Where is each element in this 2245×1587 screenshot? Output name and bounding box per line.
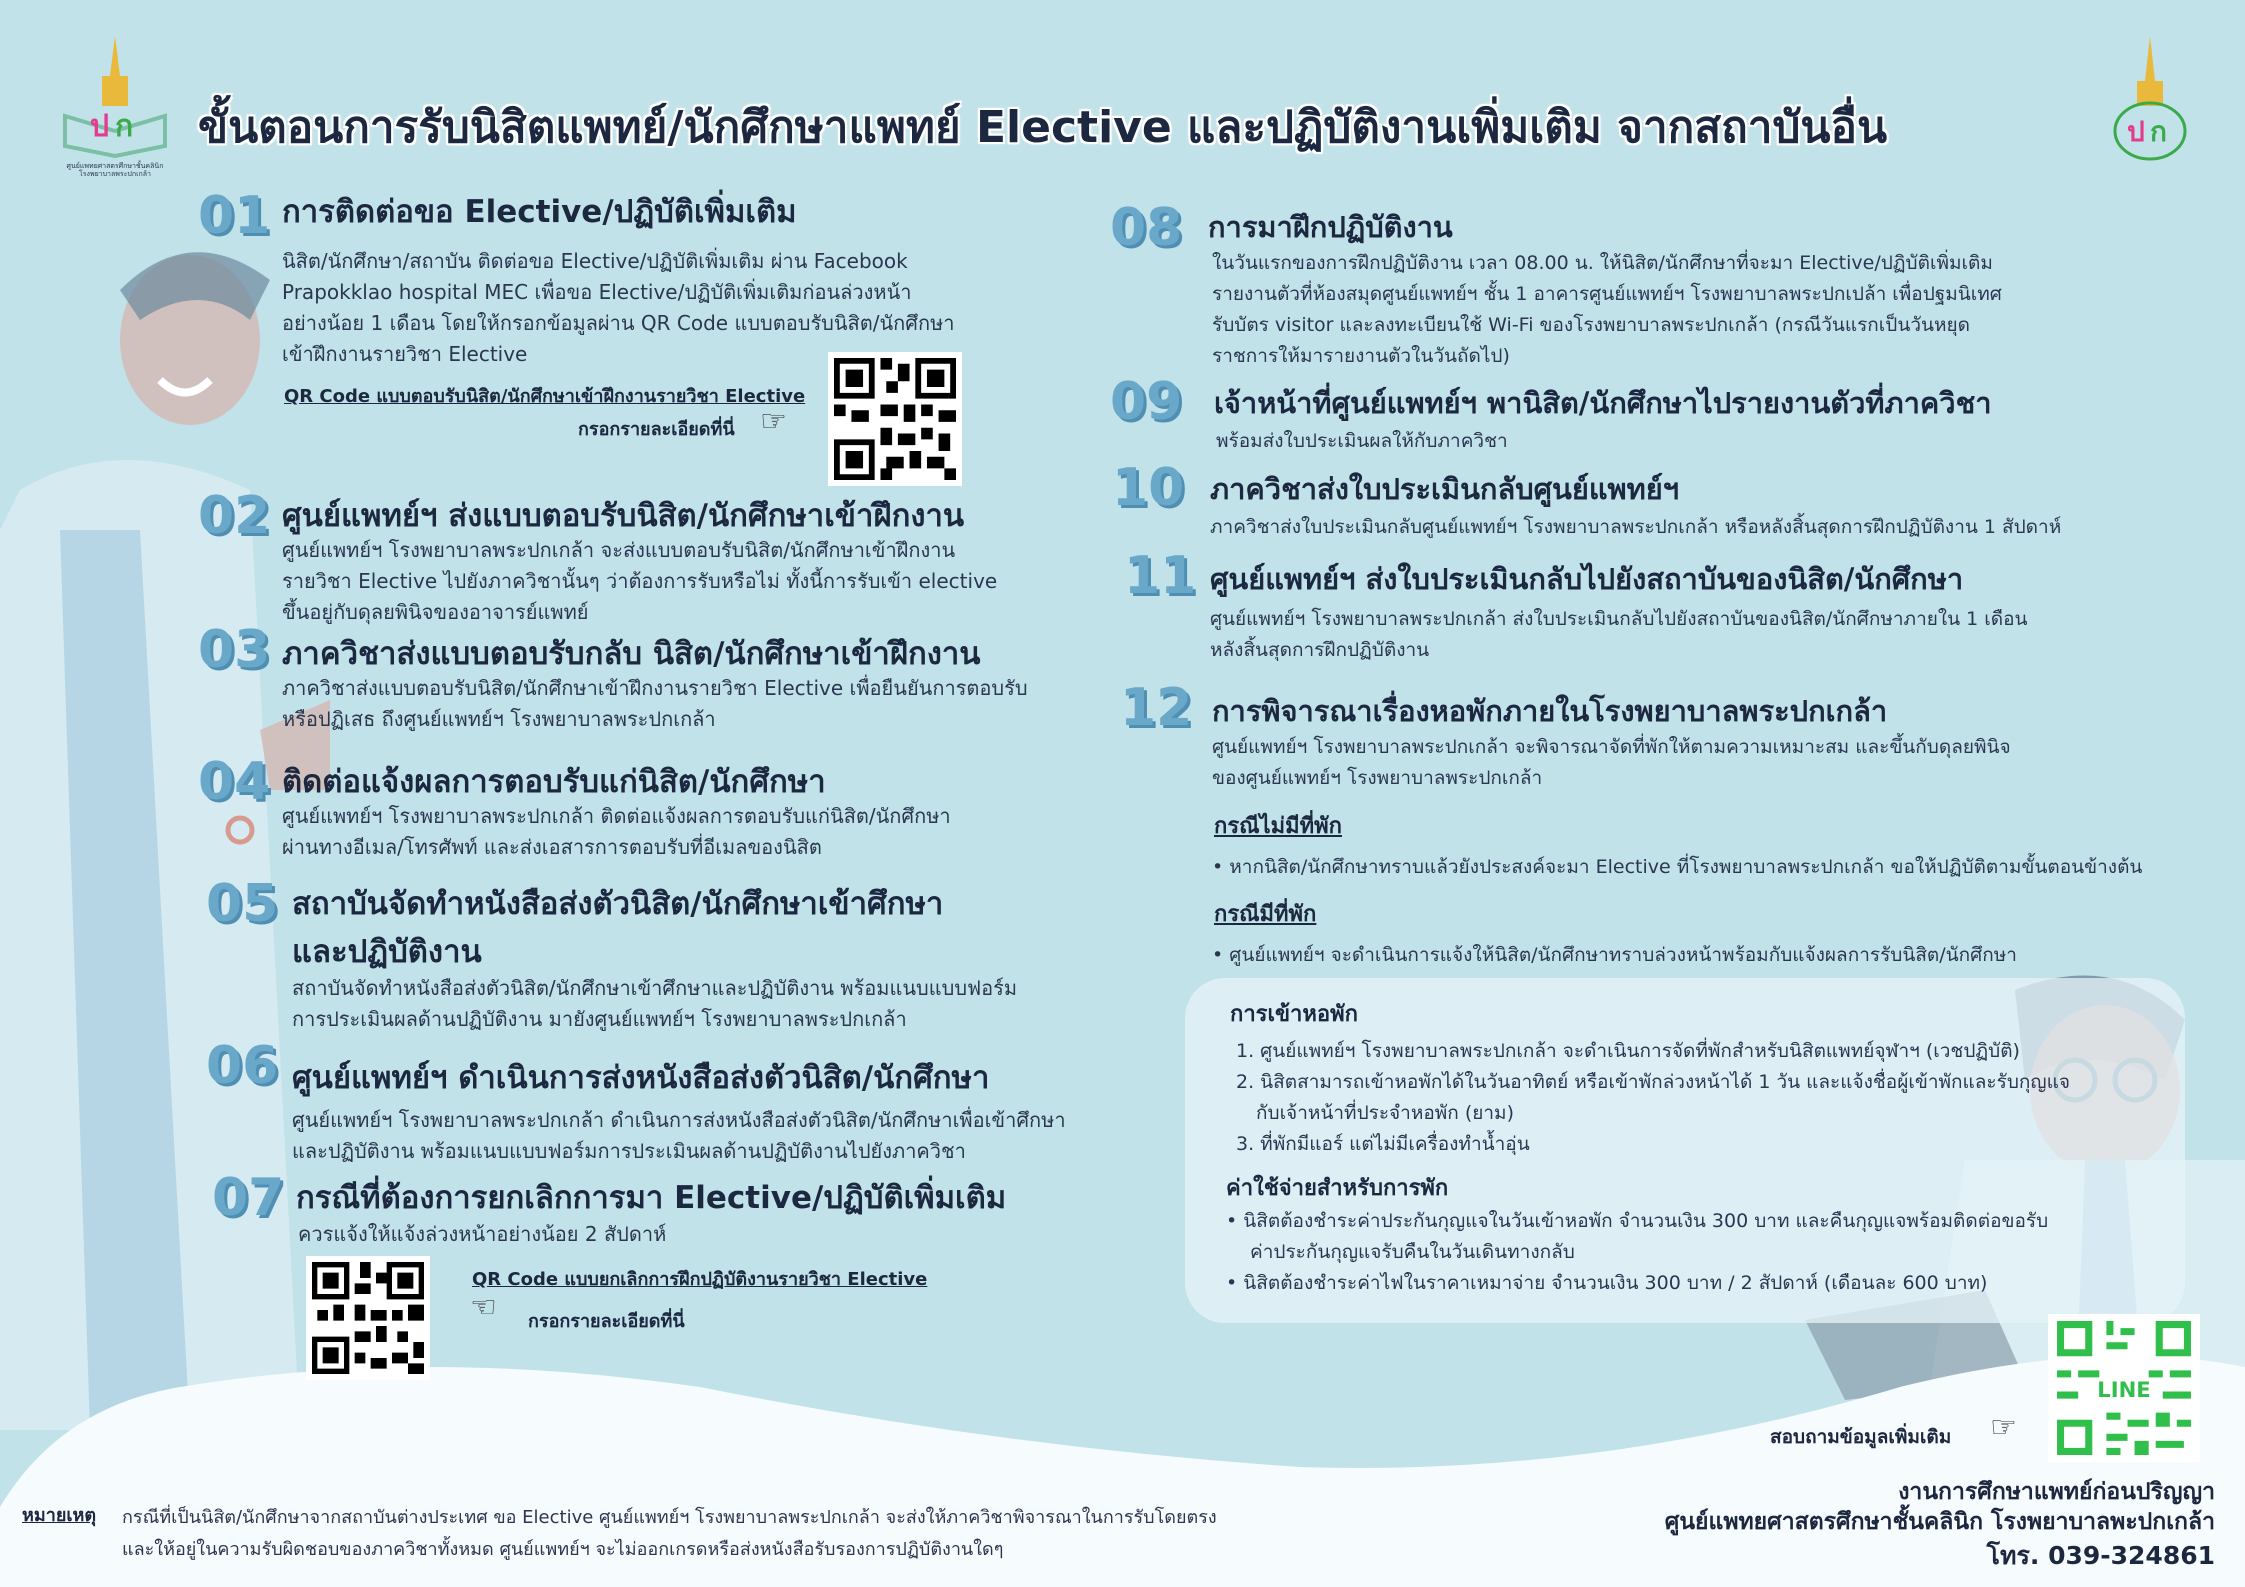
cost-heading: ค่าใช้จ่ายสำหรับการพัก [1226,1176,1449,1201]
step-title: ศูนย์แพทย์ฯ ดำเนินการส่งหนังสือส่งตัวนิสิต/นักศึกษา [292,1060,990,1096]
step-number: 12 [1120,678,1193,738]
svg-text:ป: ป [2127,115,2145,148]
note-line-1: กรณีที่เป็นนิสิต/นักศึกษาจากสถาบันต่างประเทศ ขอ Elective ศูนย์แพทย์ฯ โรงพยาบาลพระปกเกล้า จะส่งให้ภาควิชาพิจารณาในการรับโดยตรง [122,1507,1217,1528]
checkin-heading: การเข้าหอพัก [1230,1002,1358,1027]
step-number: 11 [1124,546,1197,606]
step-title: การมาฝึกปฏิบัติงาน [1208,210,1453,244]
step-title: ศูนย์แพทย์ฯ ส่งใบประเมินกลับไปยังสถาบันของนิสิต/นักศึกษา [1210,562,1964,596]
step-number: 03 [198,620,271,680]
note-line-2: และให้อยู่ในความรับผิดชอบของภาควิชาทั้งหมด ศูนย์แพทย์ฯ จะไม่ออกเกรดหรือส่งหนังสือรับรองการปฏิบัติงานใดๆ [122,1539,1004,1560]
qr-code-cancellation-form[interactable] [306,1256,430,1380]
svg-text:โรงพยาบาลพระปกเกล้า: โรงพยาบาลพระปกเกล้า [79,170,151,176]
qr-link-cancellation-form[interactable]: QR Code แบบยกเลิกการฝึกปฏิบัติงานรายวิชา Elective [472,1269,928,1290]
step-title: ศูนย์แพทย์ฯ ส่งแบบตอบรับนิสิต/นักศึกษาเข้าฝึกงาน [282,498,965,534]
hospital-logo-right [2105,36,2195,166]
step-number: 05 [206,874,279,934]
medical-center-logo-left [60,36,170,176]
room-heading: กรณีมีที่พัก [1214,902,1317,927]
qr-code-icon [834,358,956,480]
step-number: 07 [212,1168,285,1228]
svg-text:ป: ป [90,109,110,144]
qr-code-icon [312,1262,424,1374]
step-number: 02 [198,486,271,546]
fill-here-label: กรอกรายละเอียดที่นี่ [528,1311,685,1332]
step-number: 01 [198,186,271,246]
doctor-illustration-left [0,230,330,1430]
step-title: การพิจารณาเรื่องหอพักภายในโรงพยาบาลพระปกเกล้า [1212,694,1888,728]
step-number: 06 [206,1036,279,1096]
pointing-hand-icon: ☞ [760,404,787,439]
note-label: หมายเหตุ [22,1505,97,1526]
room-bullet: • ศูนย์แพทย์ฯ จะดำเนินการแจ้งให้นิสิต/นักศึกษาทราบล่วงหน้าพร้อมกับแจ้งผลการรับนิสิต/นักศึกษา [1212,944,2017,966]
svg-text:LINE: LINE [2097,1377,2151,1403]
step-title: กรณีที่ต้องการยกเลิกการมา Elective/ปฏิบัติเพิ่มเติม [296,1180,1007,1216]
org-center: ศูนย์แพทยศาสตรศึกษาชั้นคลินิก โรงพยาบาลพะปกเกล้า [1664,1509,2215,1535]
no-room-heading: กรณีไม่มีที่พัก [1214,814,1342,839]
pointing-hand-icon: ☞ [1990,1410,2017,1445]
svg-text:ก: ก [115,109,134,144]
step-title: ภาควิชาส่งแบบตอบรับกลับ นิสิต/นักศึกษาเข้าฝึกงาน [282,636,981,672]
step-number: 09 [1110,372,1183,432]
step-title: การติดต่อขอ Elective/ปฏิบัติเพิ่มเติม [282,194,797,230]
phone-number: โทร. 039-324861 [1986,1541,2215,1570]
step-number: 04 [198,752,271,812]
qr-link-acceptance-form[interactable]: QR Code แบบตอบรับนิสิต/นักศึกษาเข้าฝึกงานรายวิชา Elective [284,386,806,407]
step-number: 08 [1110,198,1183,258]
svg-text:ศูนย์แพทยศาสตรศึกษาชั้นคลินิก: ศูนย์แพทยศาสตรศึกษาชั้นคลินิก [66,162,164,170]
step-number: 10 [1112,458,1185,518]
svg-text:ก: ก [2150,115,2167,148]
org-unit: งานการศึกษาแพทย์ก่อนปริญญา [1898,1479,2215,1505]
step-title: ติดต่อแจ้งผลการตอบรับแก่นิสิต/นักศึกษา [282,764,826,800]
pointing-hand-icon: ☜ [470,1290,497,1325]
qr-code-acceptance-form[interactable] [828,352,962,486]
fill-here-label: กรอกรายละเอียดที่นี่ [578,419,735,440]
line-qr-code[interactable] [2048,1314,2200,1462]
step-title: สถาบันจัดทำหนังสือส่งตัวนิสิต/นักศึกษาเข้าศึกษา [292,886,944,922]
step-title-line-2: และปฏิบัติงาน [292,934,482,970]
step-title: เจ้าหน้าที่ศูนย์แพทย์ฯ พานิสิต/นักศึกษาไปรายงานตัวที่ภาควิชา [1214,386,1992,420]
step-title: ภาควิชาส่งใบประเมินกลับศูนย์แพทย์ฯ [1210,472,1680,506]
no-room-bullet: • หากนิสิต/นักศึกษาทราบแล้วยังประสงค์จะมา Elective ที่โรงพยาบาลพระปกเกล้า ขอให้ปฏิบัติตามขั้นตอนข้างต้น [1212,856,2143,878]
page-title: ขั้นตอนการรับนิสิตแพทย์/นักศึกษาแพทย์ Elective และปฏิบัติงานเพิ่มเติม จากสถาบันอื่น [198,102,1888,153]
ask-more-label: สอบถามข้อมูลเพิ่มเติม [1770,1426,1952,1448]
line-qr-icon [2048,1314,2200,1462]
